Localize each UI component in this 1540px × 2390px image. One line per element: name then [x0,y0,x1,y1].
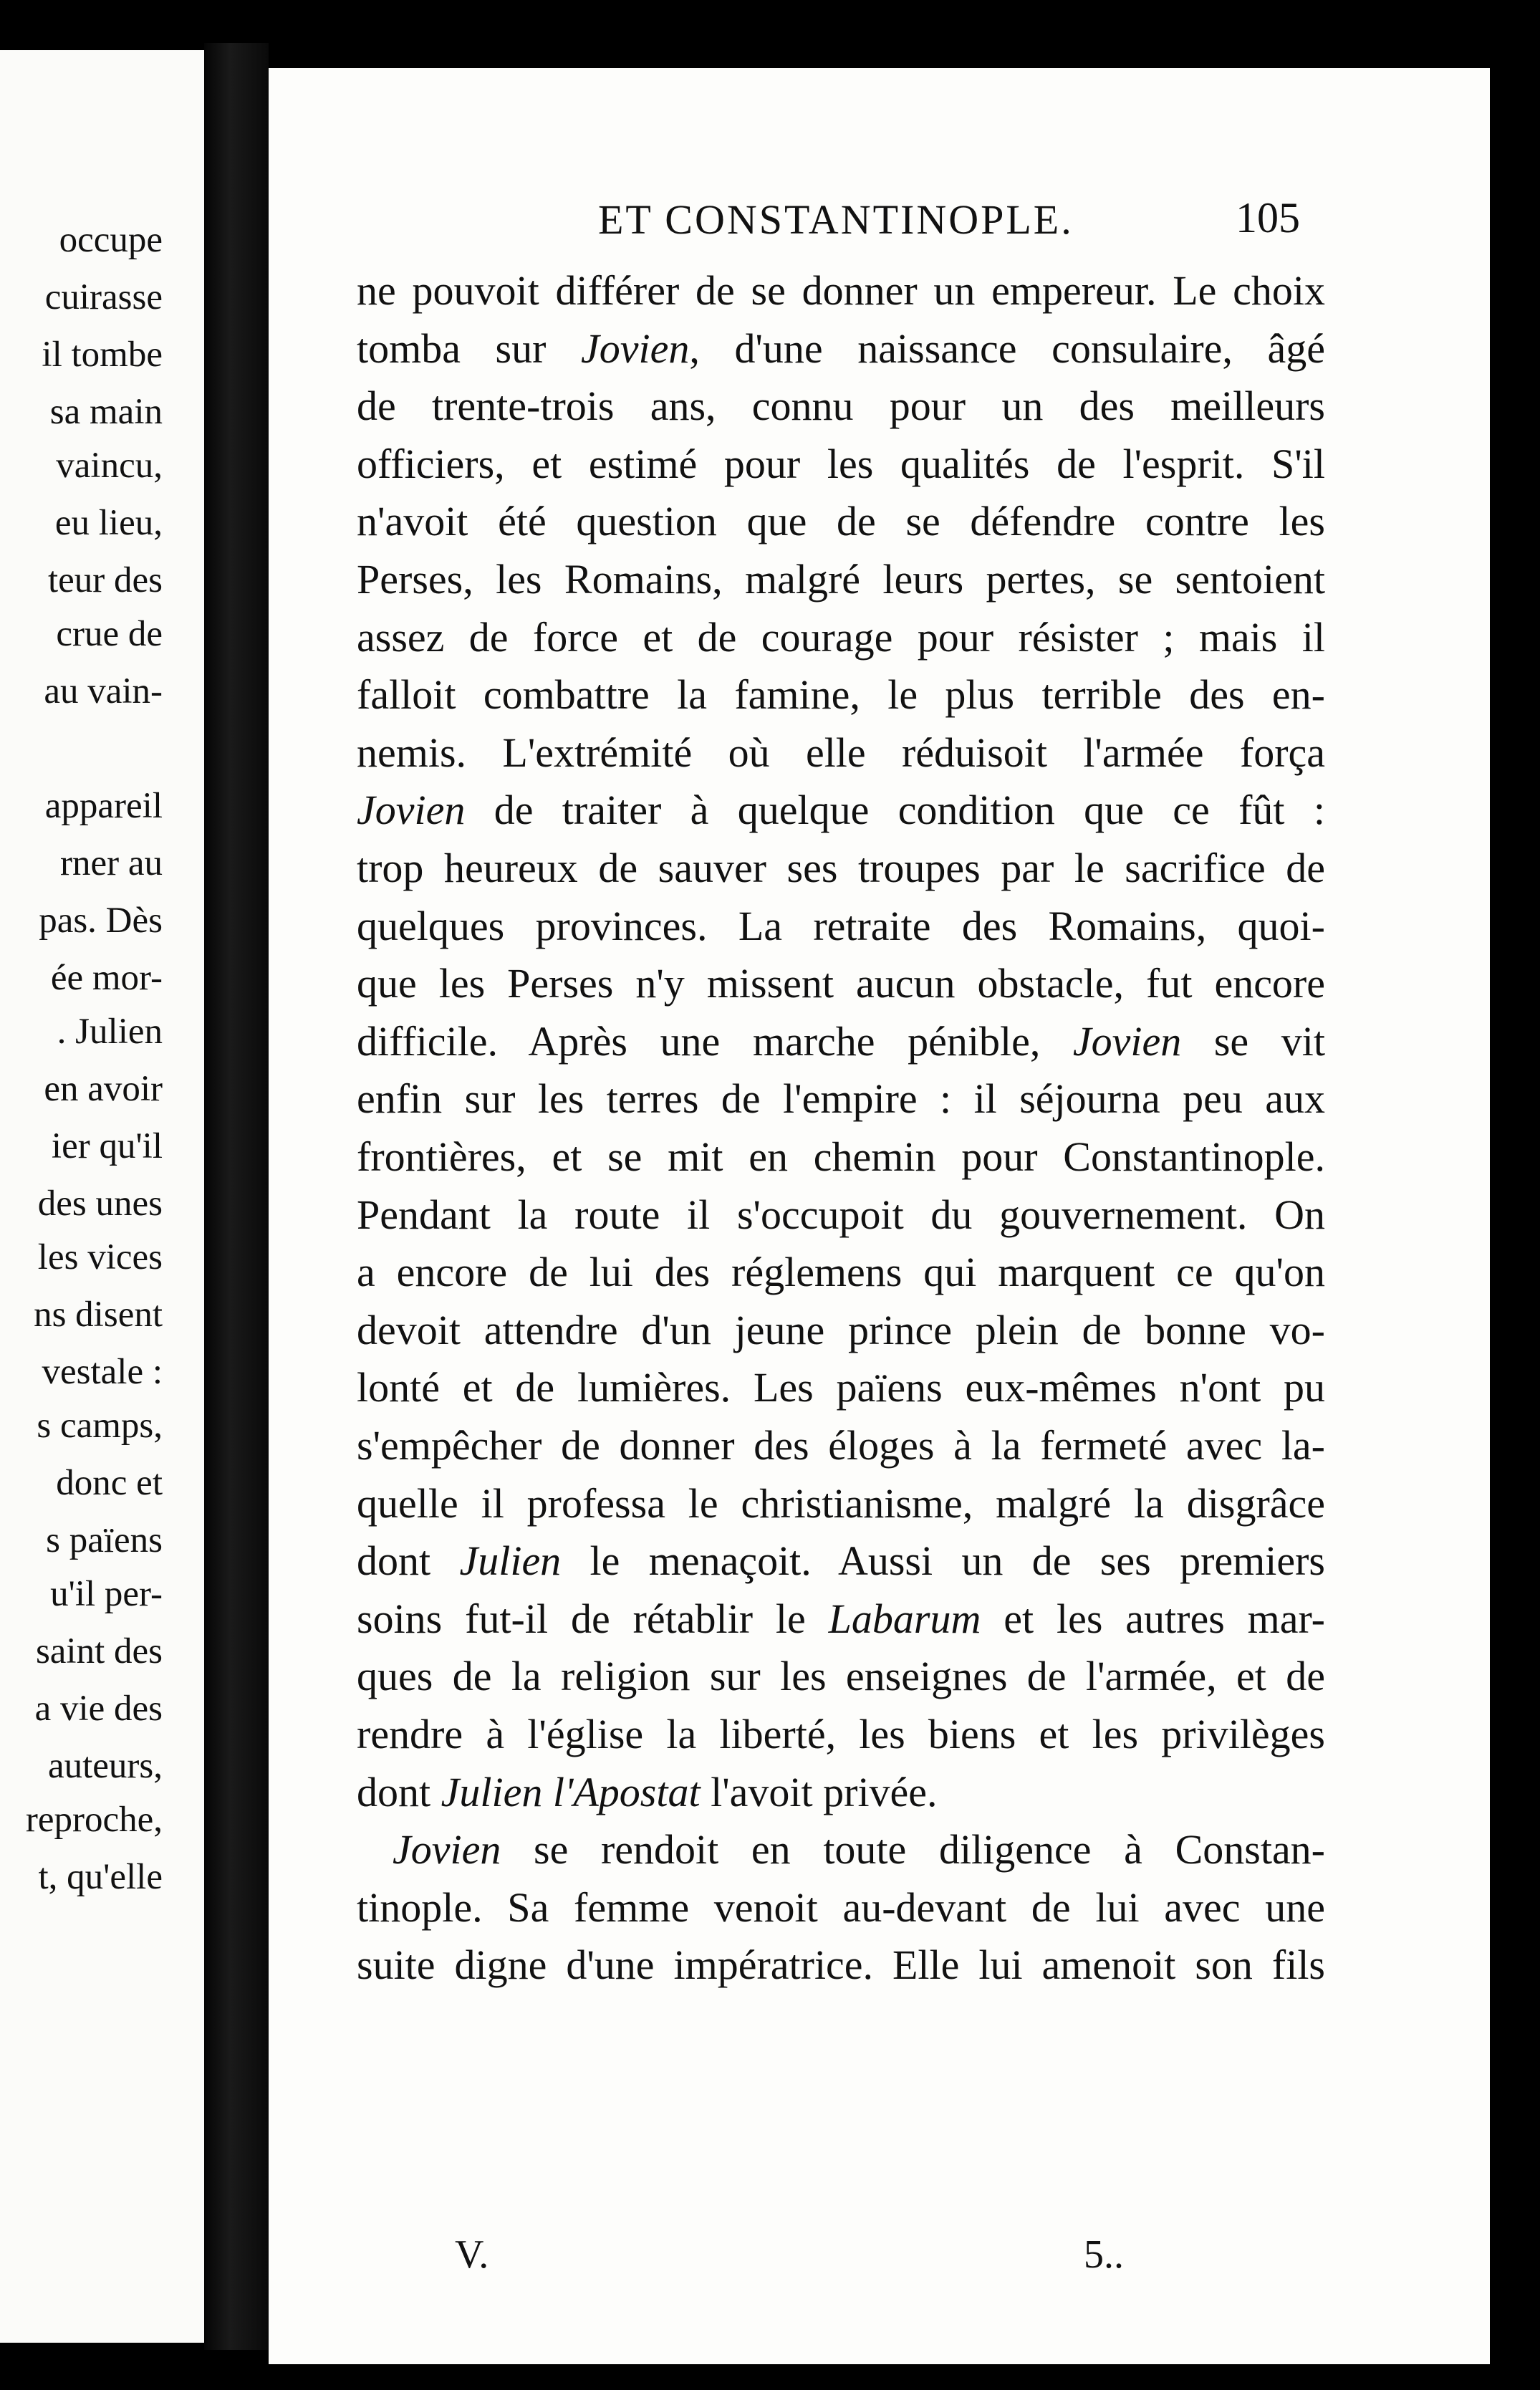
text-run: de traiter à quelque condition que ce fût : [465,787,1325,834]
page-number: 105 [1236,194,1300,241]
text-run: suite digne d'une impératrice. Elle lui amenoit son fils [357,1942,1325,1989]
text-line [357,1364,1325,1411]
text-run: rendre à l'église la liberté, les biens et les privilèges [357,1711,1325,1757]
left-page-line: au vain- [44,671,163,711]
text-line [357,556,1325,603]
italic-name: Jovien [581,325,690,372]
text-line [357,1595,1325,1642]
text-line [357,1942,1325,1989]
left-page-line: s camps, [37,1406,163,1446]
left-page-line: crue de [56,614,163,654]
text-run: et les autres mar- [981,1595,1325,1642]
text-run: n'avoit été question que de se défendre contre les [357,498,1325,545]
text-run: de trente-trois ans, connu pour un des meilleurs [357,383,1325,430]
text-line [357,1422,1325,1469]
text-line [357,729,1325,776]
running-head: ET CONSTANTINOPLE. [598,196,1074,243]
text-run: que les Perses n'y missent aucun obstacle, fut encore [357,960,1325,1007]
catchword: 5.. [1084,2232,1124,2277]
italic-name: Julien l'Apostat [441,1768,701,1815]
text-run: a encore de lui des réglemens qui marquent ce qu'on [357,1249,1325,1296]
text-line [357,1883,1325,1931]
text-line [357,1711,1325,1757]
text-run: s'empêcher de donner des éloges à la fermeté avec la- [357,1422,1325,1469]
text-line [357,267,1325,314]
text-run: trop heureux de sauver ses troupes par le sacrifice de [357,845,1325,891]
text-line [357,1537,1325,1585]
text-line [357,383,1325,430]
italic-name: Jovien [393,1826,501,1873]
text-run: frontières, et se mit en chemin pour Constantinople. [357,1133,1325,1180]
text-line [357,1191,1325,1238]
book-gutter [204,43,269,2350]
text-line [357,1306,1325,1353]
text-run: se rendoit en toute diligence à Constan- [501,1826,1325,1873]
text-run: , d'une naissance consulaire, âgé [689,325,1325,372]
text-run: se vit [1181,1017,1325,1065]
left-page-line: . Julien [57,1012,163,1052]
text-run: ques de la religion sur les enseignes de l'armée, et de [357,1653,1325,1700]
left-page-line: u'il per- [50,1574,163,1614]
left-page-line: il tombe [42,335,163,375]
text-line [357,671,1325,719]
left-page-line: reproche, [25,1800,163,1840]
text-run: quelques provinces. La retraite des Romains, quoi- [357,902,1325,949]
text-run: ne pouvoit différer de se donner un empereur. Le choix [357,267,1325,314]
text-run: falloit combattre la famine, le plus terrible des en- [357,671,1325,719]
left-page-line: pas. Dès [39,901,163,941]
text-line [357,440,1325,487]
left-page-line: teur des [47,560,163,600]
left-page-fragment [0,50,204,2343]
text-line [357,1133,1325,1180]
text-run: dont [357,1537,460,1585]
signature-mark: V. [455,2232,489,2277]
text-run: officiers, et estimé pour les qualités de l'esprit. S'il [357,440,1325,487]
text-line [357,1017,1325,1065]
text-line [357,498,1325,545]
text-run: tomba sur [357,325,582,372]
text-run: Perses, les Romains, malgré leurs pertes, se sentoient [357,556,1325,603]
left-page-line: sa main [49,392,163,432]
text-run: le menaçoit. Aussi un de ses premiers [561,1537,1325,1585]
left-page-line: appareil [44,786,163,826]
left-page-line: t, qu'elle [38,1857,163,1897]
left-page-line: les vices [37,1237,163,1277]
left-page-line: rner au [60,843,163,883]
text-run: tinople. Sa femme venoit au-devant de lui avec une [357,1883,1325,1931]
left-page-line: a vie des [34,1689,163,1729]
left-page-line: auteurs, [47,1746,163,1786]
text-line [357,1768,1325,1815]
text-line [357,902,1325,949]
text-line [357,845,1325,891]
left-page-line: des unes [37,1184,163,1224]
text-run: soins fut-il de rétablir le [357,1595,829,1642]
left-page-line: vestale : [42,1352,163,1392]
text-line [357,960,1325,1007]
left-page-line: occupe [59,220,163,260]
left-page-line: eu lieu, [54,503,163,543]
text-run: quelle il professa le christianisme, malgré la disgrâce [357,1479,1325,1527]
left-page-line: donc et [56,1463,163,1503]
text-run: dont [357,1768,441,1815]
left-page-line: vaincu, [56,446,163,486]
text-line [357,1653,1325,1700]
text-line [357,1075,1325,1123]
left-page-line: ns disent [34,1295,163,1335]
text-run: nemis. L'extrémité où elle réduisoit l'armée força [357,729,1325,776]
left-page-line: ée mor- [50,958,163,998]
text-run: devoit attendre d'un jeune prince plein de bonne vo- [357,1306,1325,1353]
italic-name: Jovien [357,787,466,834]
left-page-line: s païens [46,1520,163,1560]
text-run: assez de force et de courage pour résister ; mais il [357,613,1325,661]
text-run: l'avoit privée. [700,1768,938,1815]
left-page-line: en avoir [44,1069,163,1109]
italic-name: Julien [459,1537,562,1585]
text-line [357,613,1325,661]
text-line [357,787,1325,834]
text-line [357,1249,1325,1296]
text-line [357,1479,1325,1527]
text-run: difficile. Après une marche pénible, [357,1017,1073,1065]
text-run: lonté et de lumières. Les païens eux-mêmes n'ont pu [357,1364,1325,1411]
left-page-line: saint des [35,1631,163,1671]
text-run: enfin sur les terres de l'empire : il séjourna peu aux [357,1075,1325,1123]
text-line [393,1826,1325,1873]
italic-name: Jovien [1072,1017,1182,1065]
right-page [269,68,1490,2364]
left-page-line: ier qu'il [51,1126,163,1166]
italic-name: Labarum [828,1595,981,1642]
text-line [357,325,1325,372]
text-run: Pendant la route il s'occupoit du gouvernement. On [357,1191,1325,1238]
left-page-line: cuirasse [44,277,163,317]
